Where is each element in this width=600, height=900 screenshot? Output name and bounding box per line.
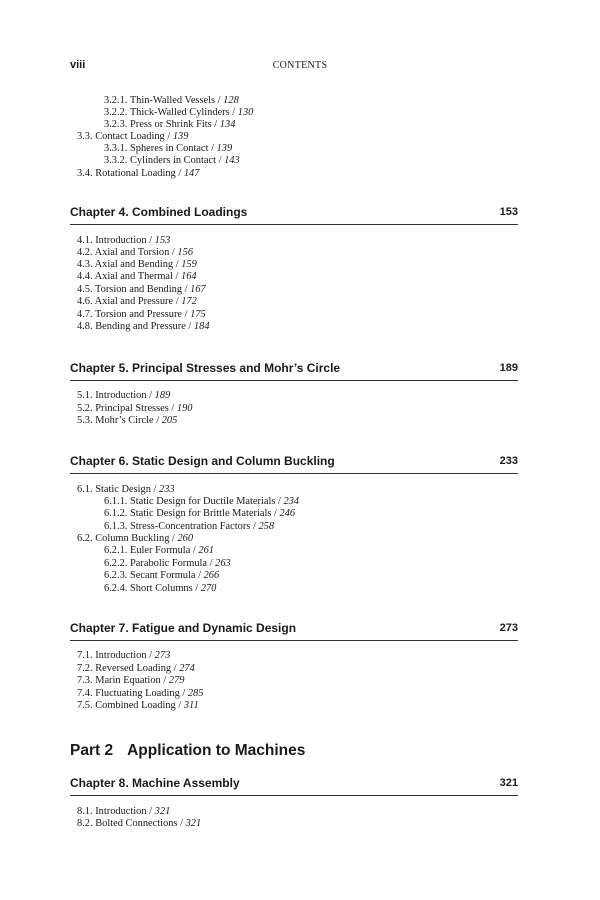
chapter-heading: Chapter 8. Machine Assembly 321 <box>70 776 518 796</box>
chapter-heading: Chapter 4. Combined Loadings 153 <box>70 205 518 225</box>
toc-entry: 8.1. Introduction / 321 <box>77 806 171 817</box>
toc-entry: 4.5. Torsion and Bending / 167 <box>77 284 206 295</box>
part-heading: Part 2 Application to Machines <box>70 742 306 759</box>
toc-entry: 3.2.2. Thick-Walled Cylinders / 130 <box>104 107 254 118</box>
toc-entry: 3.2.3. Press or Shrink Fits / 134 <box>104 119 236 130</box>
toc-entry: 3.3. Contact Loading / 139 <box>77 131 189 142</box>
chapter-heading: Chapter 7. Fatigue and Dynamic Design 273 <box>70 621 518 641</box>
running-header: CONTENTS <box>272 60 328 71</box>
toc-entry: 6.1.3. Stress-Concentration Factors / 258 <box>104 521 275 532</box>
chapter-heading: Chapter 5. Principal Stresses and Mohr’s Circle 189 <box>70 361 518 381</box>
toc-entry: 6.2.4. Short Columns / 270 <box>104 583 217 594</box>
toc-entry: 3.3.1. Spheres in Contact / 139 <box>104 143 233 154</box>
toc-entry: 4.8. Bending and Pressure / 184 <box>77 321 210 332</box>
toc-entry: 5.3. Mohr’s Circle / 205 <box>77 415 178 426</box>
toc-entry: 3.3.2. Cylinders in Contact / 143 <box>104 155 240 166</box>
toc-entry: 7.5. Combined Loading / 311 <box>77 700 199 711</box>
toc-entry: 5.1. Introduction / 189 <box>77 390 171 401</box>
chapter-heading: Chapter 6. Static Design and Column Buckling 233 <box>70 454 518 474</box>
chapter-page: 153 <box>499 206 518 218</box>
toc-entry: 4.7. Torsion and Pressure / 175 <box>77 309 206 320</box>
toc-entry: 5.2. Principal Stresses / 190 <box>77 403 193 414</box>
toc-entry: 6.1. Static Design / 233 <box>77 484 175 495</box>
toc-entry: 6.1.2. Static Design for Brittle Materials / 246 <box>104 508 296 519</box>
toc-entry: 7.1. Introduction / 273 <box>77 650 171 661</box>
toc-entry: 6.2.1. Euler Formula / 261 <box>104 545 214 556</box>
toc-entry: 4.4. Axial and Thermal / 164 <box>77 271 197 282</box>
toc-entry: 6.2.2. Parabolic Formula / 263 <box>104 558 231 569</box>
chapter-page: 189 <box>499 362 518 374</box>
page-number: viii <box>70 59 86 71</box>
toc-entry: 7.4. Fluctuating Loading / 285 <box>77 688 204 699</box>
toc-entry: 8.2. Bolted Connections / 321 <box>77 818 202 829</box>
toc-entry: 3.4. Rotational Loading / 147 <box>77 168 200 179</box>
toc-entry: 4.1. Introduction / 153 <box>77 235 171 246</box>
toc-entry: 4.2. Axial and Torsion / 156 <box>77 247 194 258</box>
toc-entry: 7.2. Reversed Loading / 274 <box>77 663 195 674</box>
toc-entry: 3.2.1. Thin-Walled Vessels / 128 <box>104 95 239 106</box>
toc-entry: 6.2. Column Buckling / 260 <box>77 533 194 544</box>
toc-entry: 4.6. Axial and Pressure / 172 <box>77 296 197 307</box>
toc-entry: 7.3. Marin Equation / 279 <box>77 675 185 686</box>
toc-entry: 6.2.3. Secant Formula / 266 <box>104 570 220 581</box>
chapter-page: 233 <box>499 455 518 467</box>
toc-entry: 6.1.1. Static Design for Ductile Materials / 234 <box>104 496 300 507</box>
chapter-page: 273 <box>499 622 518 634</box>
toc-entry: 4.3. Axial and Bending / 159 <box>77 259 197 270</box>
chapter-page: 321 <box>499 777 518 789</box>
